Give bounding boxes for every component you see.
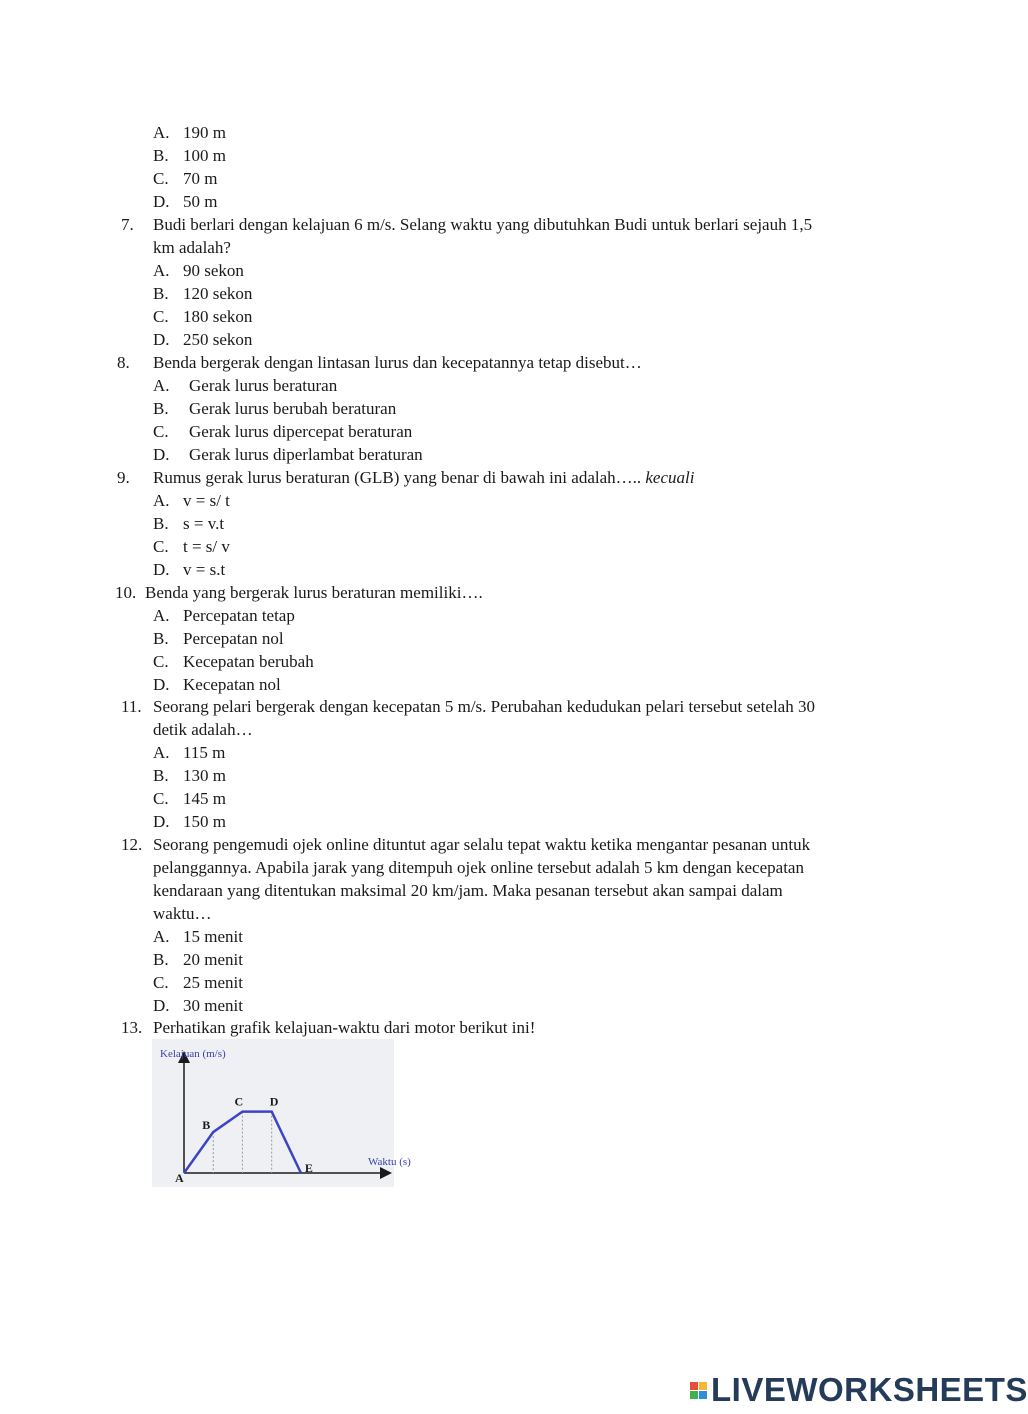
option-text: 30 menit — [183, 996, 243, 1015]
option-letter: A. — [153, 261, 170, 280]
option-letter: B. — [153, 766, 169, 785]
question-stem: Rumus gerak lurus beraturan (GLB) yang benar di bawah ini adalah….. — [153, 468, 642, 487]
option-text: Gerak lurus beraturan — [189, 376, 338, 395]
question-number: 12. — [121, 835, 143, 854]
option-letter: A. — [153, 376, 170, 395]
option-text: Kecepatan berubah — [183, 652, 314, 671]
question-emphasis: kecuali — [645, 468, 695, 487]
question-stem: Seorang pengemudi ojek online dituntut agar selalu tepat waktu ketika mengantar pesanan untuk — [153, 835, 811, 854]
option-text: Gerak lurus berubah beraturan — [189, 399, 397, 418]
option-letter: B. — [153, 146, 169, 165]
option-letter: C. — [153, 169, 169, 188]
option-letter: C. — [153, 537, 169, 556]
question-number: 13. — [121, 1018, 143, 1037]
question-stem-continued: waktu… — [153, 904, 212, 923]
option-letter: A. — [153, 606, 170, 625]
option-letter: C. — [153, 789, 169, 808]
question-stem: Budi berlari dengan kelajuan 6 m/s. Selang waktu yang dibutuhkan Budi untuk berlari sejauh 1,5 — [153, 215, 813, 234]
option-letter: C. — [153, 973, 169, 992]
chart-svg — [152, 1039, 411, 1187]
question-stem: Benda bergerak dengan lintasan lurus dan kecepatannya tetap disebut… — [153, 353, 642, 372]
option-letter: A. — [153, 743, 170, 762]
option-letter: D. — [153, 330, 170, 349]
logo-square — [699, 1391, 707, 1399]
option-text: 100 m — [183, 146, 226, 165]
option-text: 15 menit — [183, 927, 243, 946]
option-letter: A. — [153, 123, 170, 142]
question-stem: Benda yang bergerak lurus beraturan memiliki…. — [145, 583, 483, 602]
option-text: 180 sekon — [183, 307, 253, 326]
question-number: 11. — [121, 697, 142, 716]
option-letter: A. — [153, 927, 170, 946]
question-stem: Seorang pelari bergerak dengan kecepatan 5 m/s. Perubahan kedudukan pelari tersebut setelah 30 — [153, 697, 815, 716]
question-number: 10. — [115, 583, 137, 602]
question-stem-continued: km adalah? — [153, 238, 231, 257]
x-axis-label: Waktu (s) — [368, 1156, 411, 1168]
option-letter: D. — [153, 560, 170, 579]
option-text: t = s/ v — [183, 537, 230, 556]
option-letter: B. — [153, 284, 169, 303]
option-text: 90 sekon — [183, 261, 244, 280]
logo-square — [690, 1382, 698, 1390]
logo-square — [690, 1391, 698, 1399]
logo-text: LIVEWORKSHEETS — [711, 1371, 1028, 1408]
option-letter: D. — [153, 445, 170, 464]
question-stem-continued: kendaraan yang ditentukan maksimal 20 km/jam. Maka pesanan tersebut akan sampai dalam — [153, 881, 783, 900]
option-letter: C. — [153, 422, 169, 441]
option-letter: C. — [153, 652, 169, 671]
option-letter: B. — [153, 629, 169, 648]
option-letter: D. — [153, 192, 170, 211]
option-text: 145 m — [183, 789, 226, 808]
speed-time-graph — [152, 1039, 411, 1187]
option-text: Gerak lurus diperlambat beraturan — [189, 445, 423, 464]
question-number: 9. — [117, 468, 130, 487]
option-text: 250 sekon — [183, 330, 253, 349]
option-text: 120 sekon — [183, 284, 253, 303]
y-axis-label: Kelajuan (m/s) — [160, 1048, 226, 1060]
option-text: s = v.t — [183, 514, 225, 533]
option-text: 150 m — [183, 812, 226, 831]
option-text: Gerak lurus dipercepat beraturan — [189, 422, 413, 441]
option-letter: A. — [153, 491, 170, 510]
point-label-E: E — [304, 1161, 313, 1175]
option-text: Kecepatan nol — [183, 675, 281, 694]
option-letter: B. — [153, 514, 169, 533]
point-label-D: D — [269, 1094, 279, 1109]
option-text: 115 m — [183, 743, 226, 762]
point-label-A: A — [175, 1171, 184, 1185]
point-label-B: B — [202, 1118, 211, 1133]
option-letter: D. — [153, 812, 170, 831]
option-text: 25 menit — [183, 973, 243, 992]
option-letter: D. — [153, 675, 170, 694]
option-text: Percepatan tetap — [183, 606, 295, 625]
logo-square — [699, 1382, 707, 1390]
question-number: 7. — [121, 215, 134, 234]
option-text: 70 m — [183, 169, 218, 188]
option-text: 50 m — [183, 192, 218, 211]
option-text: 190 m — [183, 123, 226, 142]
option-letter: B. — [153, 399, 169, 418]
option-text: v = s/ t — [183, 491, 230, 510]
option-text: v = s.t — [183, 560, 226, 579]
option-letter: D. — [153, 996, 170, 1015]
option-text: 20 menit — [183, 950, 243, 969]
option-text: Percepatan nol — [183, 629, 284, 648]
option-letter: C. — [153, 307, 169, 326]
question-stem: Perhatikan grafik kelajuan-waktu dari motor berikut ini! — [153, 1018, 536, 1037]
point-label-C: C — [234, 1094, 244, 1109]
liveworksheets-logo-icon — [690, 1382, 707, 1399]
liveworksheets-logo — [690, 1372, 1028, 1408]
option-letter: B. — [153, 950, 169, 969]
question-number: 8. — [117, 353, 130, 372]
question-stem-continued: detik adalah… — [153, 720, 253, 739]
option-text: 130 m — [183, 766, 226, 785]
question-stem-continued: pelanggannya. Apabila jarak yang ditempuh ojek online tersebut adalah 5 km dengan kecepatan — [153, 858, 804, 877]
